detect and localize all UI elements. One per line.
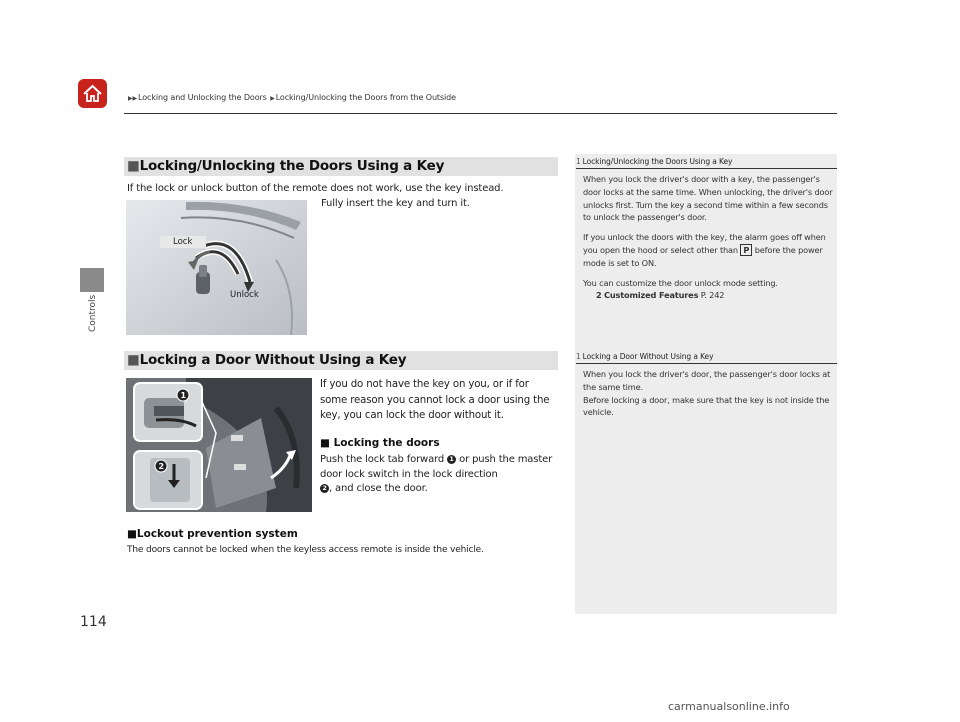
note-title-nokey — [576, 352, 836, 361]
home-icon — [82, 83, 103, 104]
key-lock-figure — [126, 200, 307, 335]
step-instruction — [320, 453, 556, 497]
chapter-label: Controls — [88, 295, 98, 333]
breadcrumb-arrow-icon: ▶ — [270, 95, 275, 102]
section-heading-nokey: ■Locking a Door Without Using a Key — [124, 351, 558, 370]
note-text: If you unlock the doors with the key, the alarm goes off when you open the hood or select other than — [583, 232, 826, 255]
watermark: carmanualsonline.info — [668, 700, 790, 713]
door-lock-figure — [126, 378, 312, 512]
breadcrumb-item[interactable]: Locking and Unlocking the Doors — [138, 93, 267, 102]
note-body-key — [583, 173, 833, 302]
door-lock-illustration — [126, 378, 312, 512]
step-1-marker: 1 — [447, 455, 456, 464]
unlock-label: Unlock — [230, 290, 259, 300]
step-text: Push the lock tab forward — [320, 454, 445, 465]
breadcrumb — [127, 93, 456, 102]
xref-page[interactable]: P. 242 — [700, 290, 725, 301]
subheading-lockout: ■Lockout prevention system — [127, 528, 298, 540]
breadcrumb-item[interactable]: Locking/Unlocking the Doors from the Outside — [275, 93, 456, 102]
svg-text:1: 1 — [180, 391, 187, 400]
note-title-key — [576, 157, 836, 166]
xref-customized-features[interactable] — [583, 289, 833, 302]
note-paragraph: Before locking a door, make sure that the key is not inside the vehicle. — [583, 394, 830, 418]
gear-p-symbol: P — [740, 244, 752, 256]
svg-text:2: 2 — [158, 462, 165, 471]
note-number: 1 — [576, 157, 581, 166]
note-paragraph: When you lock the driver's door with a key, the passenger's door locks at the same time. When unlocking, the driver's door unlocks first. Turn the key a second time within a few seconds to unlock the passenger's door. — [583, 174, 833, 223]
note-paragraph — [583, 231, 833, 269]
step-2-marker: 2 — [320, 484, 329, 493]
note-title-text: Locking a Door Without Using a Key — [582, 352, 714, 361]
step-text: or push the master door lock switch in the lock direction — [320, 454, 553, 480]
section-heading-text: Locking a Door Without Using a Key — [139, 352, 407, 368]
note-paragraph: You can customize the door unlock mode setting. — [583, 277, 778, 288]
door-key-illustration — [126, 200, 307, 335]
chapter-tab — [80, 268, 104, 292]
subheading-text: Lockout prevention system — [136, 528, 298, 540]
lock-label: Lock — [160, 236, 206, 248]
breadcrumb-arrow-icon: ▶▶ — [128, 95, 138, 102]
note-text: before the power mode is set to ON. — [583, 244, 823, 268]
section-instruction: Fully insert the key and turn it. — [321, 198, 470, 209]
note-body-nokey — [583, 368, 833, 419]
home-button[interactable] — [78, 79, 107, 108]
note-number: 1 — [576, 352, 581, 361]
section-heading-text: Locking/Unlocking the Doors Using a Key — [139, 158, 445, 174]
page-number: 114 — [80, 614, 107, 630]
section-intro-nokey: If you do not have the key on you, or if for some reason you cannot lock a door using the key, you can lock the door without it. — [320, 379, 550, 421]
section-intro: If the lock or unlock button of the remote does not work, use the key instead. — [127, 183, 504, 194]
note-title-text: Locking/Unlocking the Doors Using a Key — [582, 157, 733, 166]
section-heading-key: ■Locking/Unlocking the Doors Using a Key — [124, 157, 558, 176]
xref-label[interactable]: Customized Features — [604, 290, 699, 301]
subheading-locking-doors: ■ Locking the doors — [320, 437, 440, 449]
lockout-text: The doors cannot be locked when the keyless access remote is inside the vehicle. — [127, 545, 484, 555]
step-text: , and close the door. — [329, 483, 428, 494]
note-divider — [576, 363, 837, 364]
header-divider — [124, 113, 837, 114]
subheading-text: Locking the doors — [333, 437, 440, 449]
xref-arrow-icon: 2 — [596, 290, 602, 301]
note-divider — [576, 168, 837, 169]
note-paragraph: When you lock the driver's door, the passenger's door locks at the same time. — [583, 369, 831, 392]
